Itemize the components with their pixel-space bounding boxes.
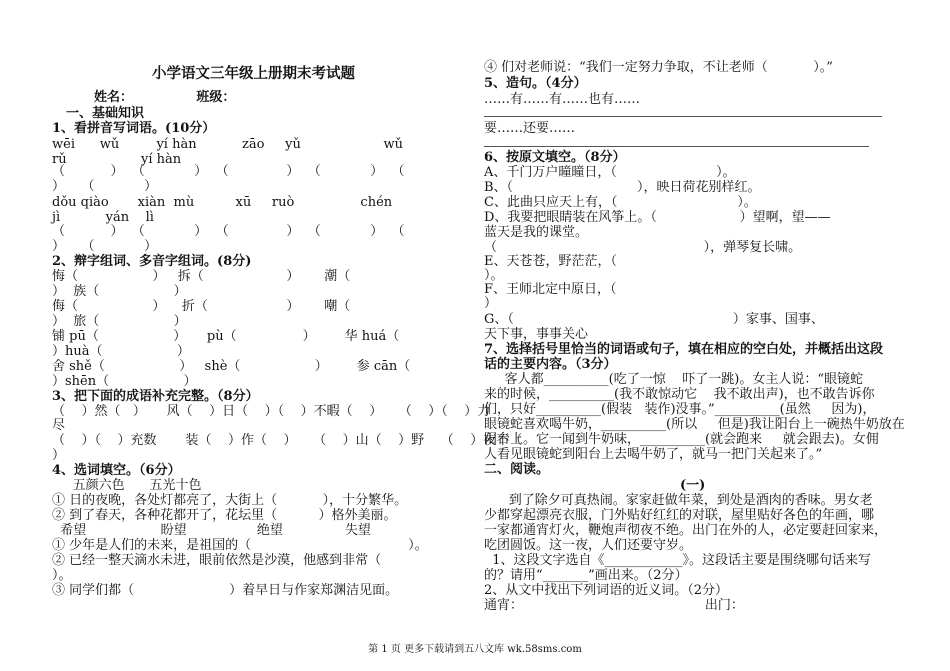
q7-title-cont: 话的主要内容。（3分） — [484, 357, 617, 372]
q7-text-5: 阳台上。它一闻到牛奶味，__________(就会跑来 就会跟去)。女佣 — [484, 432, 879, 447]
q2-line4b: ）shēn（ ） — [52, 374, 197, 389]
q6-f-cont: ） — [484, 296, 498, 311]
reading-q1: 1、这段文字选自《____________》。这段话主要是围绕哪句话来写 — [484, 553, 872, 568]
q6-a: A、千门万户曈曈日，（ ）。 — [484, 165, 736, 180]
q4-sentence4: ② 已经一整天滴水未进，眼前依然是沙漠，他感到非常（ — [52, 553, 382, 568]
q6-c: C、此曲只应天上有，（ ）。 — [484, 195, 757, 210]
q7-text-6: 人看见眼镜蛇到阳台上去喝牛奶了，就马一把门关起来了。” — [484, 447, 823, 462]
q4-words1: 五颜六色 五光十色 — [52, 478, 202, 493]
q1-title: 1、看拼音写词语。(10分） — [52, 121, 216, 136]
reading-q2-cont: 通宵： 出门： — [484, 598, 744, 613]
q2-line2: 侮（ ） 折（ ） 嘲（ — [52, 299, 351, 314]
q2-title: 2、辩字组词、多音字组词。(8分) — [52, 254, 252, 269]
q4-sentence4b: ）。 — [52, 568, 72, 583]
q6-d-blank: （ ），弹琴复长啸。 — [484, 240, 802, 255]
q7-text-1: 客人都__________(吃了一惊 吓了一跳)。女主人说：“眼镜蛇 — [484, 372, 863, 387]
q3-line2b: ） — [52, 448, 66, 463]
q1-blanks-row2: （ ） （ ） （ ） （ ） （ — [52, 224, 405, 239]
q2-line3: 铺 pū（ ） pù（ ） 华 huá（ — [52, 329, 400, 344]
q6-e-cont: ）。 — [484, 268, 504, 283]
q5-answer-line2 — [484, 146, 869, 147]
q2-line1: 悔（ ） 拆（ ） 潮（ — [52, 269, 351, 284]
passage-title: (一) — [680, 478, 706, 493]
q5-answer-line1 — [484, 116, 882, 117]
section-basic-knowledge: 一、基础知识 — [66, 106, 145, 121]
q6-f: F、王师北定中原日，（ — [484, 282, 617, 297]
q7-text-2: 来的时候，__________(我不敢惊动它 我不敢出声)，也不敢告诉你 — [484, 387, 875, 402]
q5-pattern2: 要……还要…… — [484, 121, 576, 136]
q2-line4: 舍 shě（ ） shè（ ） 参 cān（ — [52, 359, 411, 374]
q4-sentence5: ③ 同学们都（ ）着早日与作家郑渊洁见面。 — [52, 583, 399, 598]
q1-pinyin-row1b: rǔ yí hàn — [52, 152, 182, 167]
q3-line1: （ ）然（ ） 风（ ）日（ ）（ ）不暇（ ） （ ）（ ）力 — [52, 404, 491, 419]
q4-title: 4、选词填空。（6分） — [52, 463, 181, 478]
q7-text-4: 眼镜蛇喜欢喝牛奶，__________(所以 但是)我让阳台上一碗热牛奶放在 — [484, 417, 905, 432]
passage-line-2: 少都穿起漂亮衣服，门外贴好红红的对联，屋里贴好各色的年画，哪 — [484, 508, 875, 523]
reading-q2: 2、从文中找出下列词语的近义词。（2分） — [484, 583, 729, 598]
q6-g-cont: 天下事，事事关心 — [484, 327, 589, 342]
page-footer: 第 1 页 更多下载请到五八文库 wk.58sms.com — [368, 644, 582, 655]
q4-sentence3: ① 少年是人们的未来，是祖国的（ ）。 — [52, 538, 428, 553]
passage-line-3: 一家都通宵灯火，鞭炮声彻夜不绝。出门在外的人，必定要赶回家来， — [484, 523, 888, 538]
section-reading: 二、阅读。 — [484, 462, 550, 477]
q5-title: 5、造句。（4分） — [484, 76, 587, 91]
q3-line1b: 尽 — [52, 418, 66, 433]
q6-d-cont: 蓝天是我的课堂。 — [484, 225, 589, 240]
q1-pinyin-row2b: jì yán lì — [52, 210, 154, 225]
exam-title: 小学语文三年级上册期末考试题 — [152, 65, 355, 82]
q1-blanks-row1: （ ） （ ） （ ） （ ） （ — [52, 164, 405, 179]
q6-d: D、我要把眼睛装在风筝上。（ ）望啊，望—— — [484, 210, 831, 225]
q4-sentence1: ① 日的夜晚，各处灯都亮了，大街上（ ），十分繁华。 — [52, 493, 408, 508]
q1-blanks-row1b: ） （ ） — [52, 179, 158, 194]
q4-sentence2: ② 到了春天，各种花都开了，花坛里（ ）格外美丽。 — [52, 508, 397, 523]
q6-b: B、（ ），映日荷花别样红。 — [484, 180, 761, 195]
name-class-line: 姓名： 班级： — [94, 90, 236, 105]
q6-g: G、（ ）家事、国事、 — [484, 312, 824, 327]
q2-line1b: ） 族（ ） — [52, 284, 187, 299]
q1-blanks-row2b: ） （ ） — [52, 239, 158, 254]
q2-line3b: ）huà（ ） — [52, 344, 190, 359]
q1-pinyin-row1: wēi wǔ yí hàn zāo yǔ wǔ — [52, 137, 403, 152]
q6-e: E、天苍苍，野茫茫，（ — [484, 254, 617, 269]
reading-q1-cont: 的？请用“_______”画出来。（2分） — [484, 568, 688, 583]
passage-line-1: 到了除夕可真热闹。家家赶做年菜，到处是酒肉的香味。男女老 — [484, 493, 873, 508]
q3-title: 3、把下面的成语补充完整。（8分） — [52, 389, 259, 404]
q1-pinyin-row2: dǒu qiào xiàn mù xū ruò chén — [52, 195, 393, 210]
q4-sentence6: ④ 们对老师说：“我们一定努力争取，不让老师（ ）。” — [484, 60, 833, 75]
q5-pattern1: ……有……有……也有…… — [484, 92, 641, 107]
q4-words2: 希望 盼望 绝望 失望 — [52, 523, 371, 538]
q3-line2: （ ）（ ）充数 装（ ）作（ ） （ ）山（ ）野 （ ）夜不（ — [52, 433, 523, 448]
q7-text-3: 们，只好__________(假装 装作)没事。”__________(虽然 因为)， — [484, 402, 876, 417]
q2-line2b: ） 旅（ ） — [52, 314, 187, 329]
q7-title: 7、选择括号里恰当的词语或句子，填在相应的空白处，并概括出这段 — [484, 342, 884, 357]
passage-line-4: 吃团圆饭。这一夜，人们还要守岁。 — [484, 538, 693, 553]
q6-title: 6、按原文填空。（8分） — [484, 150, 626, 165]
